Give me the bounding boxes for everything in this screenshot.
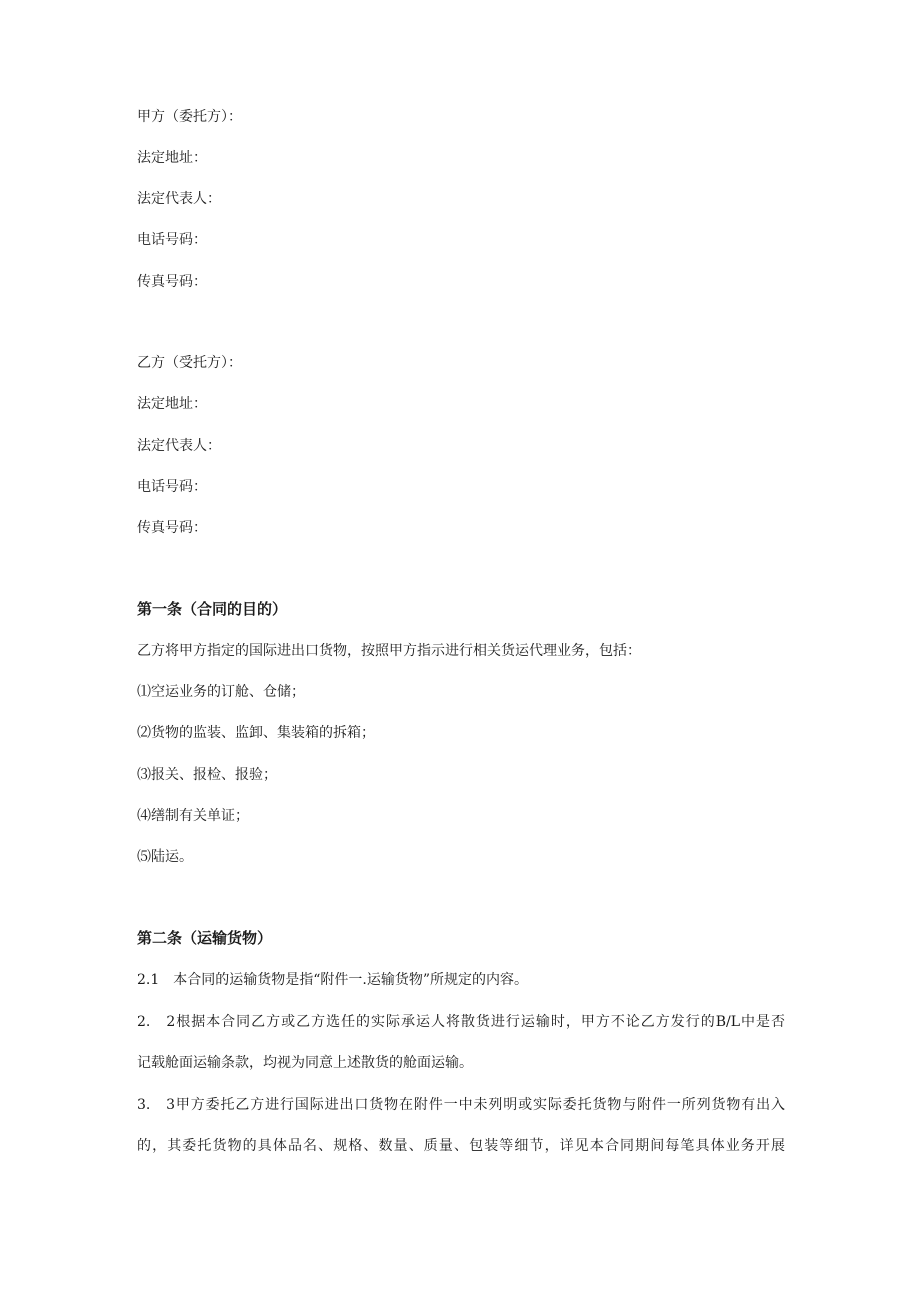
article2-clause-1: 2.1 本合同的运输货物是指“附件一.运输货物”所规定的内容。 bbox=[137, 972, 529, 988]
party-a-fax: 传真号码： bbox=[137, 274, 207, 290]
article2-heading: 第二条（运输货物） bbox=[137, 929, 273, 947]
party-b-phone: 电话号码： bbox=[137, 479, 207, 495]
article2-clause-3-line1: 3. 3甲方委托乙方进行国际进出口货物在附件一中未列明或实际委托货物与附件一所列货物有出入 bbox=[137, 1097, 785, 1113]
party-a-address: 法定地址： bbox=[137, 150, 207, 166]
party-b-representative: 法定代表人： bbox=[137, 438, 221, 454]
article1-heading: 第一条（合同的目的） bbox=[137, 600, 288, 618]
article1-item: ⑷缮制有关单证； bbox=[137, 808, 249, 824]
article1-item: ⑶报关、报检、报验； bbox=[137, 767, 277, 783]
party-b-address: 法定地址： bbox=[137, 396, 207, 412]
article2-clause-3-line2: 的，其委托货物的具体品名、规格、数量、质量、包装等细节，详见本合同期间每笔具体业务开展 bbox=[137, 1138, 785, 1154]
party-a-representative: 法定代表人： bbox=[137, 191, 221, 207]
article2-clause-2-line1: 2. 2根据本合同乙方或乙方选任的实际承运人将散货进行运输时，甲方不论乙方发行的B/L中是否 bbox=[137, 1014, 785, 1030]
article1-item: ⑴空运业务的订舱、仓储； bbox=[137, 684, 305, 700]
article1-item: ⑵货物的监装、监卸、集装箱的拆箱； bbox=[137, 725, 375, 741]
article1-intro: 乙方将甲方指定的国际进出口货物，按照甲方指示进行相关货运代理业务，包括： bbox=[137, 643, 641, 659]
party-b-fax: 传真号码： bbox=[137, 520, 207, 536]
party-a-phone: 电话号码： bbox=[137, 232, 207, 248]
article1-item: ⑸陆运。 bbox=[137, 849, 193, 865]
article2-clause-2-line2: 记载舱面运输条款，均视为同意上述散货的舱面运输。 bbox=[137, 1055, 473, 1071]
party-a-title: 甲方（委托方）： bbox=[137, 109, 242, 125]
party-b-title: 乙方（受托方）： bbox=[137, 355, 242, 371]
